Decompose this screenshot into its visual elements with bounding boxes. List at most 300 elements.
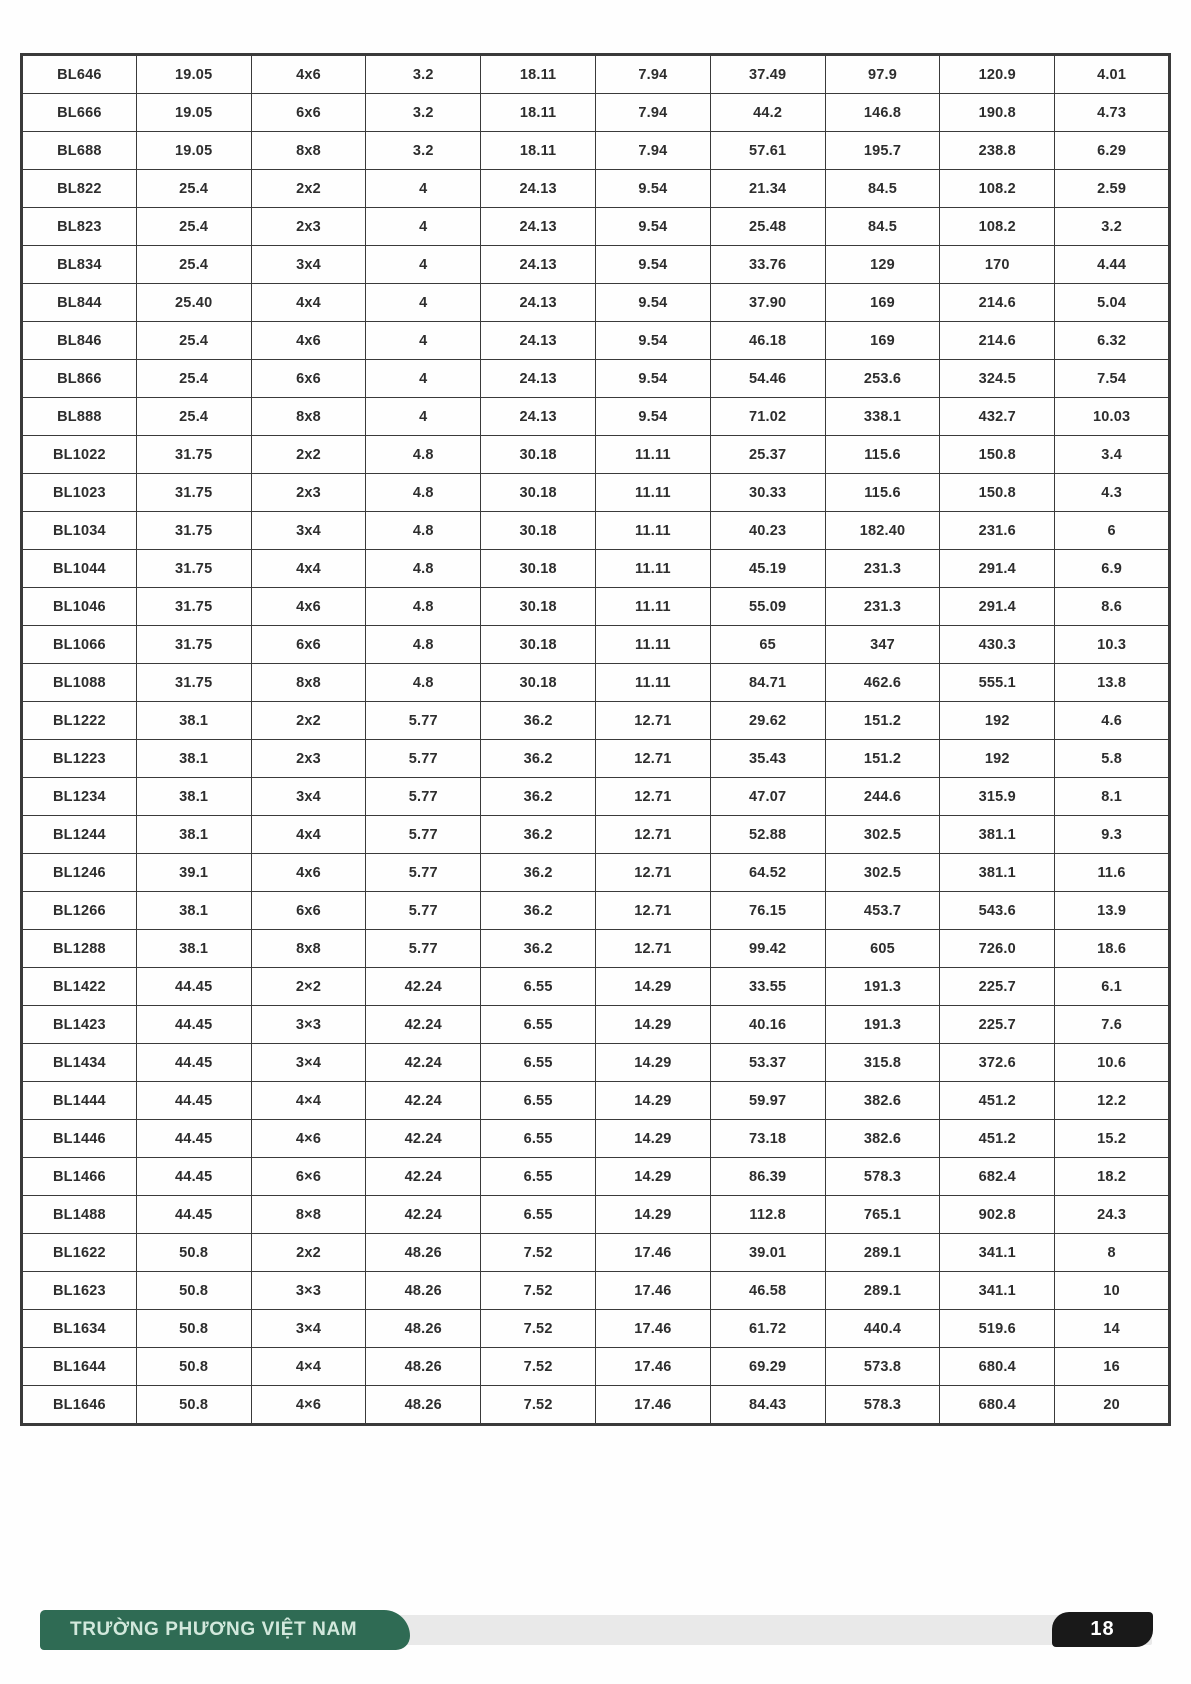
- table-cell: 12.71: [595, 892, 710, 930]
- table-row: [22, 816, 1170, 854]
- table-cell: BL1023: [22, 474, 137, 512]
- table-cell: 3×4: [251, 1310, 366, 1348]
- table-cell: 39.01: [710, 1234, 825, 1272]
- table-cell: 5.77: [366, 816, 481, 854]
- table-cell: BL1223: [22, 740, 137, 778]
- table-cell: 5.77: [366, 892, 481, 930]
- brand-label: TRƯỜNG PHƯƠNG VIỆT NAM: [70, 1619, 358, 1640]
- table-cell: 38.1: [136, 740, 251, 778]
- table-row: [22, 398, 1170, 436]
- table-cell: BL888: [22, 398, 137, 436]
- table-cell: BL1066: [22, 626, 137, 664]
- table-cell: 33.55: [710, 968, 825, 1006]
- table-cell: 7.52: [481, 1234, 596, 1272]
- table-cell: 432.7: [940, 398, 1055, 436]
- table-cell: 36.2: [481, 930, 596, 968]
- table-cell: 48.26: [366, 1234, 481, 1272]
- table-cell: BL1644: [22, 1348, 137, 1386]
- table-cell: 10.3: [1055, 626, 1170, 664]
- table-row: [22, 94, 1170, 132]
- table-cell: 45.19: [710, 550, 825, 588]
- table-cell: 3.2: [366, 55, 481, 94]
- table-cell: 9.54: [595, 360, 710, 398]
- table-cell: 2x3: [251, 208, 366, 246]
- table-cell: 44.45: [136, 1196, 251, 1234]
- table-row: [22, 968, 1170, 1006]
- table-cell: 31.75: [136, 626, 251, 664]
- table-cell: BL1444: [22, 1082, 137, 1120]
- table-cell: 7.52: [481, 1310, 596, 1348]
- table-cell: 338.1: [825, 398, 940, 436]
- table-cell: 21.34: [710, 170, 825, 208]
- table-cell: 430.3: [940, 626, 1055, 664]
- table-cell: 108.2: [940, 208, 1055, 246]
- table-cell: 12.71: [595, 740, 710, 778]
- table-cell: 10.6: [1055, 1044, 1170, 1082]
- table-cell: 38.1: [136, 816, 251, 854]
- table-cell: 6.9: [1055, 550, 1170, 588]
- table-cell: 36.2: [481, 778, 596, 816]
- table-cell: 151.2: [825, 740, 940, 778]
- table-cell: 14.29: [595, 1044, 710, 1082]
- table-cell: 4.8: [366, 626, 481, 664]
- table-row: [22, 512, 1170, 550]
- table-cell: BL1022: [22, 436, 137, 474]
- table-cell: 30.18: [481, 626, 596, 664]
- table-cell: 151.2: [825, 702, 940, 740]
- table-cell: 9.3: [1055, 816, 1170, 854]
- table-cell: 9.54: [595, 284, 710, 322]
- table-cell: 11.11: [595, 550, 710, 588]
- table-cell: 7.6: [1055, 1006, 1170, 1044]
- table-cell: 64.52: [710, 854, 825, 892]
- table-cell: 4.8: [366, 664, 481, 702]
- table-cell: 12.71: [595, 816, 710, 854]
- table-cell: 5.77: [366, 740, 481, 778]
- table-cell: 11.11: [595, 474, 710, 512]
- table-cell: BL1622: [22, 1234, 137, 1272]
- table-cell: 291.4: [940, 550, 1055, 588]
- table-cell: 726.0: [940, 930, 1055, 968]
- table-row: [22, 892, 1170, 930]
- table-cell: 150.8: [940, 474, 1055, 512]
- table-cell: 24.13: [481, 322, 596, 360]
- table-cell: BL1466: [22, 1158, 137, 1196]
- table-cell: BL822: [22, 170, 137, 208]
- table-cell: 6x6: [251, 94, 366, 132]
- table-cell: 169: [825, 322, 940, 360]
- table-cell: 18.11: [481, 132, 596, 170]
- table-cell: 50.8: [136, 1310, 251, 1348]
- table-cell: 50.8: [136, 1386, 251, 1425]
- table-cell: 5.77: [366, 702, 481, 740]
- table-cell: 519.6: [940, 1310, 1055, 1348]
- table-cell: 36.2: [481, 702, 596, 740]
- table-cell: BL1246: [22, 854, 137, 892]
- table-cell: 2.59: [1055, 170, 1170, 208]
- table-cell: 315.8: [825, 1044, 940, 1082]
- table-cell: 10: [1055, 1272, 1170, 1310]
- table-cell: BL1034: [22, 512, 137, 550]
- table-cell: 191.3: [825, 968, 940, 1006]
- table-cell: 382.6: [825, 1082, 940, 1120]
- table-cell: 120.9: [940, 55, 1055, 94]
- table-cell: 5.8: [1055, 740, 1170, 778]
- table-cell: 6x6: [251, 626, 366, 664]
- table-cell: 12.71: [595, 930, 710, 968]
- table-cell: 4.8: [366, 474, 481, 512]
- table-cell: 46.58: [710, 1272, 825, 1310]
- table-cell: 36.2: [481, 854, 596, 892]
- table-cell: BL688: [22, 132, 137, 170]
- table-cell: 3.4: [1055, 436, 1170, 474]
- table-cell: 12.2: [1055, 1082, 1170, 1120]
- table-cell: 8x8: [251, 398, 366, 436]
- table-cell: 315.9: [940, 778, 1055, 816]
- table-cell: 112.8: [710, 1196, 825, 1234]
- table-cell: 11.11: [595, 436, 710, 474]
- table-row: [22, 930, 1170, 968]
- table-cell: 50.8: [136, 1272, 251, 1310]
- table-cell: 84.5: [825, 170, 940, 208]
- table-cell: 3x4: [251, 512, 366, 550]
- table-cell: 2x2: [251, 1234, 366, 1272]
- table-cell: 6: [1055, 512, 1170, 550]
- table-cell: 12.71: [595, 854, 710, 892]
- table-cell: 4x4: [251, 284, 366, 322]
- table-cell: 11.11: [595, 512, 710, 550]
- table-cell: 195.7: [825, 132, 940, 170]
- table-cell: 31.75: [136, 588, 251, 626]
- table-cell: BL1646: [22, 1386, 137, 1425]
- table-cell: 40.16: [710, 1006, 825, 1044]
- table-cell: 6x6: [251, 360, 366, 398]
- table-cell: BL1222: [22, 702, 137, 740]
- table-cell: 4×6: [251, 1386, 366, 1425]
- table-cell: 341.1: [940, 1234, 1055, 1272]
- table-cell: 24.13: [481, 398, 596, 436]
- table-cell: 73.18: [710, 1120, 825, 1158]
- table-cell: 3.2: [366, 132, 481, 170]
- table-row: [22, 436, 1170, 474]
- table-cell: 25.4: [136, 246, 251, 284]
- table-cell: 14.29: [595, 1082, 710, 1120]
- table-row: [22, 208, 1170, 246]
- table-cell: 453.7: [825, 892, 940, 930]
- spec-table: [20, 53, 1171, 1426]
- table-cell: 59.97: [710, 1082, 825, 1120]
- table-cell: 578.3: [825, 1158, 940, 1196]
- page-number: 18: [1090, 1618, 1115, 1640]
- table-cell: 31.75: [136, 664, 251, 702]
- table-cell: 8×8: [251, 1196, 366, 1234]
- table-cell: 44.45: [136, 1082, 251, 1120]
- table-cell: 16: [1055, 1348, 1170, 1386]
- table-cell: 5.77: [366, 930, 481, 968]
- table-cell: 97.9: [825, 55, 940, 94]
- table-cell: 182.40: [825, 512, 940, 550]
- table-cell: BL1088: [22, 664, 137, 702]
- table-cell: 4.8: [366, 588, 481, 626]
- table-cell: 555.1: [940, 664, 1055, 702]
- table-cell: 13.8: [1055, 664, 1170, 702]
- table-row: [22, 1386, 1170, 1425]
- table-cell: 4.44: [1055, 246, 1170, 284]
- table-cell: 902.8: [940, 1196, 1055, 1234]
- table-cell: 4x6: [251, 854, 366, 892]
- table-cell: 8x8: [251, 664, 366, 702]
- table-cell: 381.1: [940, 854, 1055, 892]
- table-cell: 225.7: [940, 968, 1055, 1006]
- table-cell: 440.4: [825, 1310, 940, 1348]
- table-cell: BL1488: [22, 1196, 137, 1234]
- table-row: [22, 626, 1170, 664]
- table-cell: BL846: [22, 322, 137, 360]
- table-cell: BL1288: [22, 930, 137, 968]
- table-cell: 42.24: [366, 1158, 481, 1196]
- table-cell: 451.2: [940, 1120, 1055, 1158]
- table-cell: 190.8: [940, 94, 1055, 132]
- table-cell: 39.1: [136, 854, 251, 892]
- table-cell: BL1634: [22, 1310, 137, 1348]
- table-cell: 25.40: [136, 284, 251, 322]
- table-cell: 4.73: [1055, 94, 1170, 132]
- table-cell: 7.52: [481, 1386, 596, 1425]
- table-cell: 302.5: [825, 854, 940, 892]
- table-cell: 347: [825, 626, 940, 664]
- table-cell: 25.4: [136, 208, 251, 246]
- table-cell: 341.1: [940, 1272, 1055, 1310]
- table-cell: 192: [940, 740, 1055, 778]
- table-cell: 6x6: [251, 892, 366, 930]
- table-cell: 2x3: [251, 740, 366, 778]
- table-cell: BL1044: [22, 550, 137, 588]
- spec-table-body: [22, 55, 1170, 1425]
- table-cell: 17.46: [595, 1234, 710, 1272]
- table-cell: 4x4: [251, 816, 366, 854]
- table-cell: 10.03: [1055, 398, 1170, 436]
- table-cell: 170: [940, 246, 1055, 284]
- table-cell: 4: [366, 208, 481, 246]
- table-cell: 6.55: [481, 1120, 596, 1158]
- table-cell: BL1244: [22, 816, 137, 854]
- table-cell: 291.4: [940, 588, 1055, 626]
- table-cell: 19.05: [136, 94, 251, 132]
- table-cell: BL823: [22, 208, 137, 246]
- table-cell: BL1446: [22, 1120, 137, 1158]
- table-cell: 47.07: [710, 778, 825, 816]
- table-cell: 12.71: [595, 702, 710, 740]
- table-row: [22, 1348, 1170, 1386]
- table-cell: 6.55: [481, 1006, 596, 1044]
- table-row: [22, 132, 1170, 170]
- table-row: [22, 1082, 1170, 1120]
- table-cell: 24.13: [481, 360, 596, 398]
- table-cell: BL1623: [22, 1272, 137, 1310]
- table-cell: 57.61: [710, 132, 825, 170]
- table-cell: 25.37: [710, 436, 825, 474]
- table-cell: 382.6: [825, 1120, 940, 1158]
- table-cell: 9.54: [595, 170, 710, 208]
- table-cell: 15.2: [1055, 1120, 1170, 1158]
- table-row: [22, 740, 1170, 778]
- table-cell: 37.90: [710, 284, 825, 322]
- table-cell: 55.09: [710, 588, 825, 626]
- table-cell: 31.75: [136, 436, 251, 474]
- table-cell: 11.11: [595, 588, 710, 626]
- table-cell: 4: [366, 398, 481, 436]
- table-cell: 48.26: [366, 1272, 481, 1310]
- table-cell: 605: [825, 930, 940, 968]
- table-row: [22, 360, 1170, 398]
- table-cell: 9.54: [595, 398, 710, 436]
- table-row: [22, 1006, 1170, 1044]
- table-cell: 24.13: [481, 208, 596, 246]
- table-cell: 42.24: [366, 1006, 481, 1044]
- table-cell: 108.2: [940, 170, 1055, 208]
- table-cell: 4×6: [251, 1120, 366, 1158]
- table-cell: 6.55: [481, 1044, 596, 1082]
- table-cell: BL1234: [22, 778, 137, 816]
- table-cell: 4: [366, 284, 481, 322]
- table-cell: 4.8: [366, 436, 481, 474]
- table-cell: 4: [366, 170, 481, 208]
- table-cell: 6.55: [481, 1158, 596, 1196]
- table-cell: 14.29: [595, 1006, 710, 1044]
- table-cell: 48.26: [366, 1310, 481, 1348]
- table-cell: 44.45: [136, 1006, 251, 1044]
- table-cell: 6.29: [1055, 132, 1170, 170]
- table-cell: 30.18: [481, 664, 596, 702]
- table-cell: 25.4: [136, 398, 251, 436]
- table-cell: 5.77: [366, 778, 481, 816]
- table-cell: 24.13: [481, 284, 596, 322]
- table-cell: 25.4: [136, 360, 251, 398]
- table-cell: 42.24: [366, 1082, 481, 1120]
- table-cell: 30.18: [481, 588, 596, 626]
- table-cell: BL646: [22, 55, 137, 94]
- table-cell: 115.6: [825, 436, 940, 474]
- table-cell: 14.29: [595, 968, 710, 1006]
- table-cell: 65: [710, 626, 825, 664]
- table-row: [22, 588, 1170, 626]
- table-cell: 37.49: [710, 55, 825, 94]
- table-row: [22, 55, 1170, 94]
- table-cell: 17.46: [595, 1272, 710, 1310]
- table-cell: 14.29: [595, 1158, 710, 1196]
- table-cell: 25.4: [136, 170, 251, 208]
- table-cell: 69.29: [710, 1348, 825, 1386]
- table-cell: 38.1: [136, 778, 251, 816]
- table-cell: 14: [1055, 1310, 1170, 1348]
- table-cell: 253.6: [825, 360, 940, 398]
- table-cell: 20: [1055, 1386, 1170, 1425]
- table-cell: 6×6: [251, 1158, 366, 1196]
- table-cell: 19.05: [136, 55, 251, 94]
- table-cell: BL844: [22, 284, 137, 322]
- brand-banner: [40, 1610, 410, 1650]
- table-cell: 191.3: [825, 1006, 940, 1044]
- table-cell: 4x6: [251, 322, 366, 360]
- table-cell: 324.5: [940, 360, 1055, 398]
- table-cell: 13.9: [1055, 892, 1170, 930]
- table-cell: 42.24: [366, 1044, 481, 1082]
- table-cell: 44.45: [136, 968, 251, 1006]
- table-row: [22, 322, 1170, 360]
- table-cell: 381.1: [940, 816, 1055, 854]
- table-cell: 44.45: [136, 1044, 251, 1082]
- table-cell: BL666: [22, 94, 137, 132]
- table-cell: 11.6: [1055, 854, 1170, 892]
- table-cell: 53.37: [710, 1044, 825, 1082]
- table-cell: 680.4: [940, 1386, 1055, 1425]
- table-cell: BL1434: [22, 1044, 137, 1082]
- table-cell: 9.54: [595, 246, 710, 284]
- table-cell: 169: [825, 284, 940, 322]
- table-row: [22, 854, 1170, 892]
- table-cell: 682.4: [940, 1158, 1055, 1196]
- table-cell: 29.62: [710, 702, 825, 740]
- table-cell: 38.1: [136, 892, 251, 930]
- table-cell: 150.8: [940, 436, 1055, 474]
- table-cell: 4: [366, 246, 481, 284]
- table-cell: 30.33: [710, 474, 825, 512]
- table-cell: 30.18: [481, 550, 596, 588]
- table-cell: 2x2: [251, 702, 366, 740]
- table-row: [22, 664, 1170, 702]
- table-row: [22, 1158, 1170, 1196]
- table-cell: 18.11: [481, 94, 596, 132]
- table-cell: 44.45: [136, 1120, 251, 1158]
- table-cell: 11.11: [595, 664, 710, 702]
- table-cell: 4x4: [251, 550, 366, 588]
- table-row: [22, 1120, 1170, 1158]
- table-cell: 31.75: [136, 474, 251, 512]
- table-cell: 231.6: [940, 512, 1055, 550]
- table-cell: 2×2: [251, 968, 366, 1006]
- table-cell: 42.24: [366, 1196, 481, 1234]
- table-cell: 24.13: [481, 170, 596, 208]
- table-row: [22, 246, 1170, 284]
- table-cell: 4x6: [251, 588, 366, 626]
- table-cell: 17.46: [595, 1386, 710, 1425]
- table-row: [22, 1196, 1170, 1234]
- table-cell: 6.55: [481, 968, 596, 1006]
- table-cell: 24.13: [481, 246, 596, 284]
- table-cell: BL1266: [22, 892, 137, 930]
- table-cell: 4.8: [366, 550, 481, 588]
- table-cell: 7.94: [595, 132, 710, 170]
- table-cell: 61.72: [710, 1310, 825, 1348]
- table-cell: 214.6: [940, 284, 1055, 322]
- table-row: [22, 702, 1170, 740]
- table-cell: 244.6: [825, 778, 940, 816]
- table-cell: 33.76: [710, 246, 825, 284]
- table-cell: 38.1: [136, 702, 251, 740]
- table-cell: 11.11: [595, 626, 710, 664]
- table-cell: 2x2: [251, 436, 366, 474]
- table-cell: 12.71: [595, 778, 710, 816]
- table-cell: 4: [366, 322, 481, 360]
- table-row: [22, 284, 1170, 322]
- table-cell: 76.15: [710, 892, 825, 930]
- table-cell: 14.29: [595, 1196, 710, 1234]
- table-cell: 8x8: [251, 132, 366, 170]
- table-cell: 25.4: [136, 322, 251, 360]
- table-cell: 4x6: [251, 55, 366, 94]
- table-cell: 84.43: [710, 1386, 825, 1425]
- table-cell: 4×4: [251, 1082, 366, 1120]
